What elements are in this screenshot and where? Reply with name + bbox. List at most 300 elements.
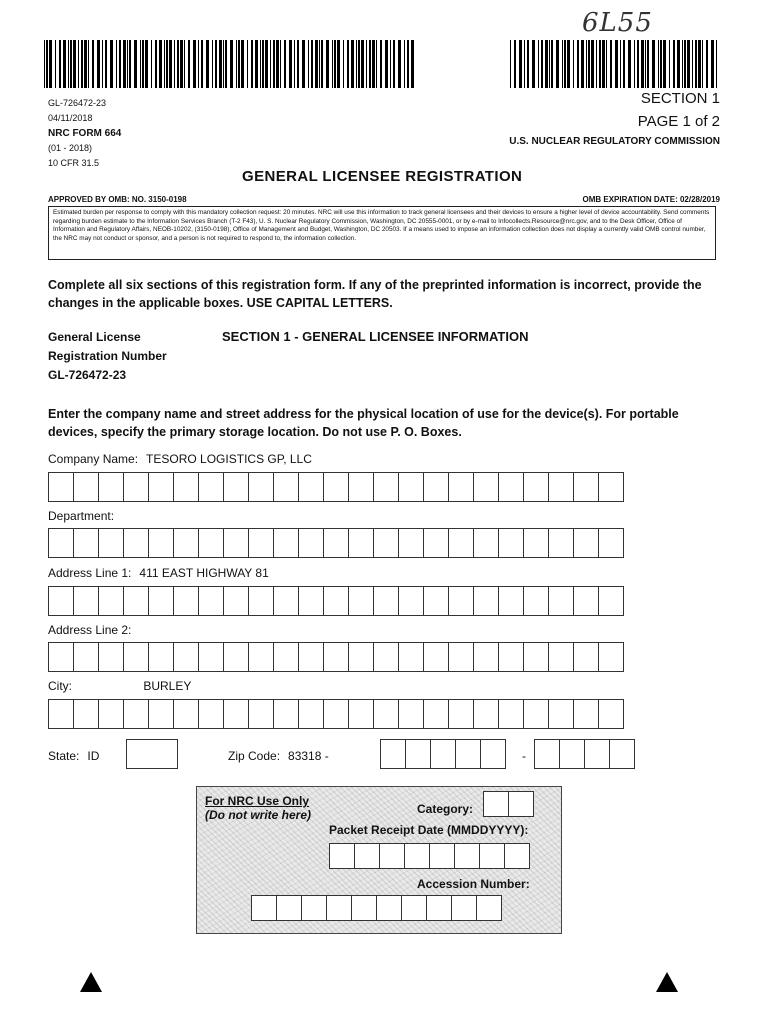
barcode-bar	[238, 40, 240, 88]
character-box[interactable]	[73, 528, 99, 558]
barcode-bar	[692, 40, 693, 88]
character-box[interactable]	[298, 528, 324, 558]
character-box[interactable]	[223, 528, 249, 558]
character-box[interactable]	[173, 586, 199, 616]
barcode-bar	[140, 40, 141, 88]
barcode-bar	[169, 40, 172, 88]
character-box[interactable]	[148, 699, 174, 729]
agency-name: U.S. NUCLEAR REGULATORY COMMISSION	[509, 136, 720, 147]
barcode-bar	[184, 40, 185, 88]
character-box[interactable]	[326, 895, 352, 921]
character-box[interactable]	[376, 895, 402, 921]
character-box[interactable]	[298, 586, 324, 616]
character-box[interactable]	[248, 472, 274, 502]
character-box[interactable]	[273, 642, 299, 672]
barcode-bar	[702, 40, 703, 88]
character-box[interactable]	[523, 586, 549, 616]
barcode-bar	[647, 40, 649, 88]
barcode-bar	[660, 40, 662, 88]
character-box[interactable]	[454, 843, 480, 869]
barcode-bar	[174, 40, 175, 88]
barcode-bar	[369, 40, 371, 88]
handwritten-note: 6L55	[582, 8, 653, 38]
character-box[interactable]	[548, 586, 574, 616]
barcode-bar	[514, 40, 516, 88]
character-box[interactable]	[448, 472, 474, 502]
section-label: SECTION 1	[640, 90, 720, 107]
character-box[interactable]	[223, 642, 249, 672]
barcode-bar	[567, 40, 570, 88]
state-value: ID	[87, 749, 100, 763]
barcode-bar	[247, 40, 248, 88]
character-box[interactable]	[301, 895, 327, 921]
character-box[interactable]	[348, 586, 374, 616]
barcode-bar	[380, 40, 382, 88]
character-box[interactable]	[476, 895, 502, 921]
character-box[interactable]	[448, 699, 474, 729]
barcode-bar	[145, 40, 148, 88]
nrc-packet-date-label: Packet Receipt Date (MMDDYYYY):	[329, 823, 529, 837]
barcode-bar	[562, 40, 563, 88]
character-box[interactable]	[123, 586, 149, 616]
barcode-bar	[241, 40, 244, 88]
barcode-bar	[641, 40, 644, 88]
barcode-bar	[88, 40, 89, 88]
character-box[interactable]	[379, 843, 405, 869]
barcode-bar	[610, 40, 612, 88]
omb-expiration: OMB EXPIRATION DATE: 02/28/2019	[582, 195, 720, 204]
character-box[interactable]	[373, 586, 399, 616]
barcode-bar	[251, 40, 253, 88]
barcode-bar	[332, 40, 333, 88]
character-box[interactable]	[498, 472, 524, 502]
character-box[interactable]	[423, 642, 449, 672]
barcode-left	[44, 40, 416, 88]
character-box[interactable]	[298, 642, 324, 672]
registration-mark-left	[80, 972, 102, 992]
company-boxes[interactable]	[48, 472, 623, 502]
barcode-bar	[59, 40, 61, 88]
barcode-bar	[164, 40, 165, 88]
gl-number: GL-726472-23	[48, 98, 107, 108]
barcode-bar	[673, 40, 675, 88]
character-box[interactable]	[348, 528, 374, 558]
character-box[interactable]	[504, 843, 530, 869]
character-box[interactable]	[523, 472, 549, 502]
character-box[interactable]	[123, 472, 149, 502]
barcode-bar	[390, 40, 391, 88]
nrc-packet-date-boxes	[329, 843, 529, 869]
barcode-bar	[110, 40, 113, 88]
character-box[interactable]	[273, 472, 299, 502]
gl-value: GL-726472-23	[48, 368, 127, 382]
character-box[interactable]	[348, 699, 374, 729]
barcode-bar	[645, 40, 646, 88]
character-box[interactable]	[398, 699, 424, 729]
barcode-bar	[564, 40, 566, 88]
character-box[interactable]	[584, 739, 610, 769]
character-box[interactable]	[173, 642, 199, 672]
character-box[interactable]	[534, 739, 560, 769]
character-box[interactable]	[354, 843, 380, 869]
barcode-bar	[326, 40, 329, 88]
character-box[interactable]	[98, 528, 124, 558]
barcode-bar	[225, 40, 227, 88]
character-box[interactable]	[523, 642, 549, 672]
barcode-bar	[105, 40, 107, 88]
character-box[interactable]	[323, 699, 349, 729]
zip-label: Zip Code:	[228, 749, 281, 763]
barcode-bar	[280, 40, 281, 88]
nrc-use-label: For NRC Use Only	[205, 794, 310, 808]
character-box[interactable]	[473, 642, 499, 672]
character-box[interactable]	[223, 699, 249, 729]
barcode-bar	[586, 40, 587, 88]
barcode-bar	[361, 40, 364, 88]
barcode-bar	[262, 40, 264, 88]
nrc-accession-label: Accession Number:	[417, 877, 530, 891]
character-box[interactable]	[223, 586, 249, 616]
page-label: PAGE 1 of 2	[637, 113, 720, 130]
character-box[interactable]	[609, 739, 635, 769]
barcode-bar	[44, 40, 45, 88]
form-revision: (01 - 2018)	[48, 143, 93, 153]
address2-boxes[interactable]	[48, 642, 623, 672]
barcode-bar	[337, 40, 340, 88]
form-date: 04/11/2018	[48, 113, 93, 123]
character-box[interactable]	[198, 699, 224, 729]
barcode-bar	[289, 40, 292, 88]
character-box[interactable]	[73, 472, 99, 502]
character-box[interactable]	[598, 528, 624, 558]
character-box[interactable]	[473, 528, 499, 558]
barcode-bar	[46, 40, 48, 88]
barcode-bar	[519, 40, 522, 88]
barcode-bar	[549, 40, 550, 88]
character-box[interactable]	[523, 699, 549, 729]
character-box[interactable]	[426, 895, 452, 921]
barcode-bar	[308, 40, 309, 88]
barcode-bar	[119, 40, 121, 88]
character-box[interactable]	[323, 642, 349, 672]
character-box[interactable]	[430, 739, 456, 769]
barcode-bar	[201, 40, 203, 88]
character-box[interactable]	[398, 642, 424, 672]
barcode-bar	[284, 40, 286, 88]
character-box[interactable]	[323, 528, 349, 558]
character-box[interactable]	[323, 586, 349, 616]
barcode-bar	[398, 40, 401, 88]
address1-boxes[interactable]	[48, 586, 623, 616]
barcode-bar	[166, 40, 168, 88]
character-box[interactable]	[98, 699, 124, 729]
barcode-bar	[116, 40, 117, 88]
character-box[interactable]	[198, 586, 224, 616]
zip-value: 83318 -	[288, 749, 329, 763]
character-box[interactable]	[548, 642, 574, 672]
barcode-bar	[159, 40, 162, 88]
character-box[interactable]	[323, 472, 349, 502]
character-box[interactable]	[348, 642, 374, 672]
barcode-bar	[591, 40, 594, 88]
barcode-bar	[628, 40, 631, 88]
character-box[interactable]	[498, 642, 524, 672]
zip-dash: -	[522, 749, 526, 763]
zip-ext-boxes[interactable]	[534, 739, 634, 769]
company-label: Company Name:	[48, 452, 139, 466]
character-box[interactable]	[498, 586, 524, 616]
character-box[interactable]	[123, 699, 149, 729]
nrc-category-label: Category:	[417, 802, 474, 816]
character-box[interactable]	[148, 528, 174, 558]
barcode-bar	[188, 40, 190, 88]
barcode-bar	[73, 40, 76, 88]
character-box[interactable]	[559, 739, 585, 769]
character-box[interactable]	[573, 528, 599, 558]
character-box[interactable]	[423, 586, 449, 616]
barcode-bar	[198, 40, 199, 88]
address-instructions: Enter the company name and street address for the physical location of use for the device(s). For portable devices, specify the primary storage location. Do not use P. O. Boxes.	[48, 407, 679, 439]
barcode-bar	[193, 40, 196, 88]
character-box[interactable]	[448, 528, 474, 558]
city-value: BURLEY	[143, 679, 192, 693]
character-box[interactable]	[480, 739, 506, 769]
character-box[interactable]	[329, 843, 355, 869]
character-box[interactable]	[173, 699, 199, 729]
character-box[interactable]	[429, 843, 455, 869]
section-heading: SECTION 1 - GENERAL LICENSEE INFORMATION	[222, 329, 529, 344]
barcode-bar	[545, 40, 548, 88]
character-box[interactable]	[223, 472, 249, 502]
character-box[interactable]	[173, 472, 199, 502]
character-box[interactable]	[251, 895, 277, 921]
city-boxes[interactable]	[48, 699, 623, 729]
character-box[interactable]	[198, 642, 224, 672]
character-box[interactable]	[451, 895, 477, 921]
character-box[interactable]	[248, 699, 274, 729]
character-box[interactable]	[423, 699, 449, 729]
barcode-bar	[311, 40, 313, 88]
character-box[interactable]	[448, 642, 474, 672]
barcode-bar	[527, 40, 529, 88]
department-boxes[interactable]	[48, 528, 623, 558]
barcode-bar	[669, 40, 670, 88]
barcode-bar	[596, 40, 597, 88]
nrc-do-not-write: (Do not write here)	[205, 808, 312, 822]
barcode-bar	[343, 40, 344, 88]
barcode-bar	[260, 40, 261, 88]
character-box[interactable]	[173, 528, 199, 558]
barcode-bar	[677, 40, 680, 88]
barcode-bar	[695, 40, 697, 88]
barcode-bar	[393, 40, 395, 88]
character-box[interactable]	[483, 791, 509, 817]
character-box[interactable]	[198, 472, 224, 502]
character-box[interactable]	[248, 586, 274, 616]
character-box[interactable]	[423, 528, 449, 558]
state-label-row	[48, 749, 99, 763]
character-box[interactable]	[405, 739, 431, 769]
barcode-bar	[97, 40, 100, 88]
character-box[interactable]	[398, 528, 424, 558]
character-box[interactable]	[380, 739, 406, 769]
character-box[interactable]	[348, 472, 374, 502]
character-box[interactable]	[479, 843, 505, 869]
barcode-bar	[68, 40, 69, 88]
character-box[interactable]	[148, 642, 174, 672]
city-label: City:	[48, 679, 72, 693]
character-box[interactable]	[455, 739, 481, 769]
character-box[interactable]	[73, 642, 99, 672]
barcode-bar	[219, 40, 222, 88]
barcode-bar	[123, 40, 126, 88]
character-box[interactable]	[598, 472, 624, 502]
character-box[interactable]	[298, 699, 324, 729]
character-box[interactable]	[548, 472, 574, 502]
zip-boxes[interactable]	[380, 739, 505, 769]
barcode-bar	[127, 40, 128, 88]
barcode-bar	[637, 40, 639, 88]
barcode-right	[510, 40, 720, 88]
character-box[interactable]	[148, 586, 174, 616]
character-box[interactable]	[98, 472, 124, 502]
character-box[interactable]	[548, 699, 574, 729]
character-box[interactable]	[401, 895, 427, 921]
barcode-bar	[302, 40, 305, 88]
character-box[interactable]	[248, 642, 274, 672]
character-box[interactable]	[398, 586, 424, 616]
zip-label-row	[228, 749, 329, 763]
barcode-bar	[411, 40, 414, 88]
character-box[interactable]	[548, 528, 574, 558]
character-box[interactable]	[473, 699, 499, 729]
character-box[interactable]	[48, 699, 74, 729]
character-box[interactable]	[48, 528, 74, 558]
form-title: GENERAL LICENSEE REGISTRATION	[242, 168, 523, 185]
character-box[interactable]	[448, 586, 474, 616]
barcode-bar	[134, 40, 137, 88]
department-label: Department:	[48, 509, 115, 523]
character-box[interactable]	[498, 699, 524, 729]
character-box[interactable]	[573, 472, 599, 502]
character-box[interactable]	[73, 699, 99, 729]
character-box[interactable]	[523, 528, 549, 558]
character-box[interactable]	[573, 699, 599, 729]
character-box[interactable]	[473, 472, 499, 502]
character-box[interactable]	[598, 699, 624, 729]
barcode-bar	[404, 40, 405, 88]
barcode-bar	[623, 40, 625, 88]
character-box[interactable]	[276, 895, 302, 921]
barcode-bar	[588, 40, 590, 88]
barcode-bar	[212, 40, 213, 88]
barcode-bar	[294, 40, 295, 88]
barcode-bar	[319, 40, 320, 88]
barcode-bar	[602, 40, 605, 88]
character-box[interactable]	[48, 586, 74, 616]
barcode-bar	[81, 40, 83, 88]
character-box[interactable]	[73, 586, 99, 616]
character-box[interactable]	[404, 843, 430, 869]
character-box[interactable]	[298, 472, 324, 502]
character-box[interactable]	[423, 472, 449, 502]
barcode-bar	[321, 40, 323, 88]
character-box[interactable]	[573, 642, 599, 672]
city-label-row	[48, 679, 191, 693]
character-box[interactable]	[373, 528, 399, 558]
barcode-bar	[347, 40, 349, 88]
barcode-bar	[236, 40, 237, 88]
character-box[interactable]	[373, 472, 399, 502]
character-box[interactable]	[273, 528, 299, 558]
barcode-bar	[541, 40, 543, 88]
character-box[interactable]	[351, 895, 377, 921]
cfr-reference: 10 CFR 31.5	[48, 158, 100, 168]
character-box[interactable]	[598, 642, 624, 672]
character-box[interactable]	[473, 586, 499, 616]
character-box[interactable]	[398, 472, 424, 502]
barcode-bar	[407, 40, 409, 88]
barcode-bar	[255, 40, 258, 88]
barcode-bar	[716, 40, 717, 88]
character-box[interactable]	[48, 472, 74, 502]
character-box[interactable]	[198, 528, 224, 558]
barcode-bar	[385, 40, 388, 88]
barcode-bar	[351, 40, 354, 88]
character-box[interactable]	[48, 642, 74, 672]
character-box[interactable]	[508, 791, 534, 817]
barcode-bar	[524, 40, 525, 88]
instructions: Complete all six sections of this registration form. If any of the preprinted information is incorrect, provide the changes in the applicable boxes. USE CAPITAL LETTERS.	[48, 278, 702, 310]
gl-label-1: General License	[48, 330, 141, 344]
barcode-bar	[538, 40, 539, 88]
registration-mark-right	[656, 972, 678, 992]
barcode-bar	[372, 40, 375, 88]
character-box[interactable]	[598, 586, 624, 616]
character-box[interactable]	[273, 586, 299, 616]
character-box[interactable]	[98, 586, 124, 616]
barcode-bar	[276, 40, 279, 88]
character-box[interactable]	[373, 642, 399, 672]
barcode-bar	[265, 40, 268, 88]
character-box[interactable]	[148, 472, 174, 502]
state-box[interactable]	[126, 739, 178, 769]
character-box[interactable]	[573, 586, 599, 616]
barcode-bar	[366, 40, 367, 88]
address1-label-row	[48, 566, 269, 580]
barcode-bar	[151, 40, 152, 88]
form-name: NRC FORM 664	[48, 128, 122, 139]
barcode-bar	[84, 40, 87, 88]
nrc-category-boxes	[483, 791, 533, 817]
barcode-bar	[658, 40, 659, 88]
barcode-bar	[577, 40, 579, 88]
character-box[interactable]	[248, 528, 274, 558]
company-label-row	[48, 452, 312, 466]
character-box[interactable]	[123, 528, 149, 558]
character-box[interactable]	[373, 699, 399, 729]
barcode-bar	[315, 40, 318, 88]
header-meta	[48, 96, 121, 171]
barcode-bar	[682, 40, 683, 88]
character-box[interactable]	[273, 699, 299, 729]
character-box[interactable]	[98, 642, 124, 672]
barcode-bar	[102, 40, 103, 88]
address1-label: Address Line 1:	[48, 566, 132, 580]
character-box[interactable]	[498, 528, 524, 558]
barcode-bar	[698, 40, 701, 88]
character-box[interactable]	[123, 642, 149, 672]
